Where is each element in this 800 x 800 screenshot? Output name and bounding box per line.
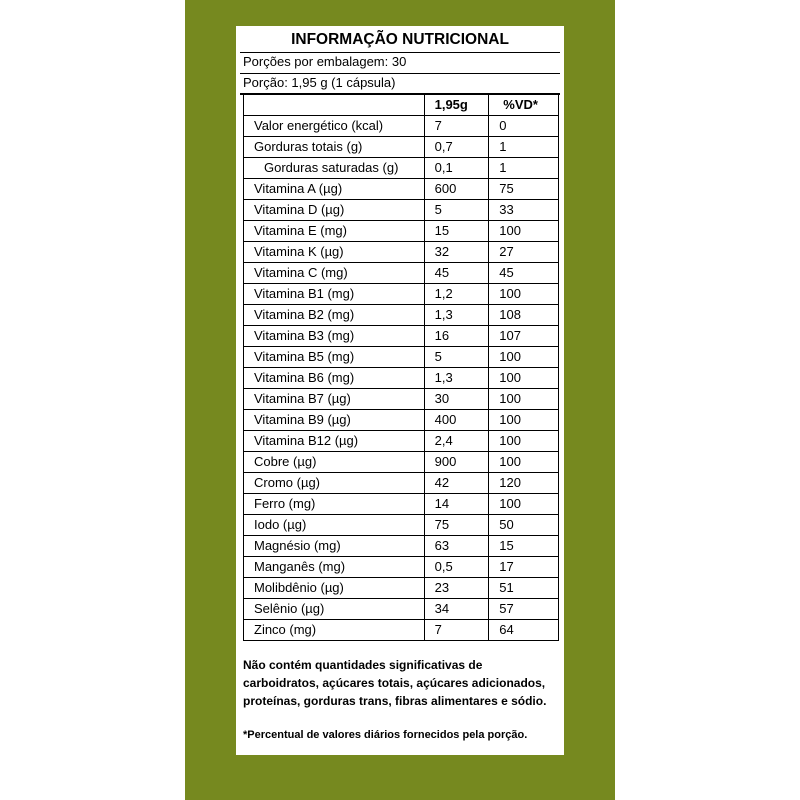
nutrient-name: Cromo (µg) (244, 473, 425, 494)
nutrient-daily-value: 100 (489, 389, 559, 410)
table-row (244, 305, 559, 326)
nutrient-amount: 2,4 (424, 431, 489, 452)
nutrient-name: Vitamina B12 (µg) (244, 431, 425, 452)
table-row (244, 599, 559, 620)
nutrient-amount: 23 (424, 578, 489, 599)
nutrient-amount: 400 (424, 410, 489, 431)
table-row (244, 389, 559, 410)
table-row (244, 158, 559, 179)
nutrient-name: Vitamina B1 (mg) (244, 284, 425, 305)
nutrient-daily-value: 57 (489, 599, 559, 620)
nutrient-name: Gorduras saturadas (g) (244, 158, 425, 179)
nutrition-label (236, 26, 564, 755)
table-row (244, 473, 559, 494)
nutrient-amount: 30 (424, 389, 489, 410)
table-row (244, 620, 559, 641)
nutrient-daily-value: 100 (489, 410, 559, 431)
nutrient-name: Valor energético (kcal) (244, 116, 425, 137)
table-row (244, 200, 559, 221)
nutrient-amount: 75 (424, 515, 489, 536)
nutrient-name: Vitamina B5 (mg) (244, 347, 425, 368)
nutrient-daily-value: 50 (489, 515, 559, 536)
nutrient-amount: 900 (424, 452, 489, 473)
nutrient-name: Zinco (mg) (244, 620, 425, 641)
nutrient-amount: 45 (424, 263, 489, 284)
table-row (244, 116, 559, 137)
nutrient-amount: 0,1 (424, 158, 489, 179)
nutrient-daily-value: 120 (489, 473, 559, 494)
nutrient-name: Vitamina B7 (µg) (244, 389, 425, 410)
nutrient-daily-value: 100 (489, 431, 559, 452)
table-row (244, 410, 559, 431)
nutrient-daily-value: 17 (489, 557, 559, 578)
column-header-nutrient (244, 95, 425, 116)
table-row (244, 431, 559, 452)
nutrient-daily-value: 51 (489, 578, 559, 599)
nutrient-name: Magnésio (mg) (244, 536, 425, 557)
nutrient-name: Vitamina A (µg) (244, 179, 425, 200)
table-row (244, 179, 559, 200)
nutrient-amount: 14 (424, 494, 489, 515)
table-row (244, 221, 559, 242)
label-title: INFORMAÇÃO NUTRICIONAL (291, 31, 509, 48)
serving-size: Porção: 1,95 g (1 cápsula) (243, 75, 396, 90)
nutrient-name: Vitamina B9 (µg) (244, 410, 425, 431)
nutrient-amount: 32 (424, 242, 489, 263)
nutrient-amount: 34 (424, 599, 489, 620)
nutrient-amount: 600 (424, 179, 489, 200)
nutrient-daily-value: 107 (489, 326, 559, 347)
nutrient-name: Selênio (µg) (244, 599, 425, 620)
nutrient-name: Vitamina C (mg) (244, 263, 425, 284)
nutrient-name: Molibdênio (µg) (244, 578, 425, 599)
nutrient-amount: 63 (424, 536, 489, 557)
nutrient-amount: 7 (424, 620, 489, 641)
nutrient-daily-value: 100 (489, 494, 559, 515)
table-row (244, 347, 559, 368)
table-row (244, 494, 559, 515)
nutrient-name: Vitamina B2 (mg) (244, 305, 425, 326)
nutrient-amount: 15 (424, 221, 489, 242)
nutrient-daily-value: 15 (489, 536, 559, 557)
nutrient-daily-value: 1 (489, 137, 559, 158)
nutrition-table (243, 94, 559, 641)
nutrient-amount: 7 (424, 116, 489, 137)
nutrient-daily-value: 75 (489, 179, 559, 200)
nutrient-daily-value: 0 (489, 116, 559, 137)
nutrient-daily-value: 100 (489, 347, 559, 368)
nutrient-amount: 1,2 (424, 284, 489, 305)
table-header-row (244, 95, 559, 116)
nutrient-daily-value: 27 (489, 242, 559, 263)
nutrition-disclaimer: Não contém quantidades significativas de carboidratos, açúcares totais, açúcares adicionados, proteínas, gorduras trans, fibras alimentares e sódio. (243, 658, 547, 708)
nutrient-daily-value: 100 (489, 452, 559, 473)
nutrient-amount: 5 (424, 200, 489, 221)
table-row (244, 368, 559, 389)
nutrient-name: Manganês (mg) (244, 557, 425, 578)
nutrient-daily-value: 100 (489, 368, 559, 389)
daily-value-footnote: *Percentual de valores diários fornecidos pela porção. (243, 729, 528, 741)
nutrient-amount: 0,7 (424, 137, 489, 158)
nutrient-daily-value: 45 (489, 263, 559, 284)
nutrient-name: Iodo (µg) (244, 515, 425, 536)
nutrient-daily-value: 100 (489, 284, 559, 305)
nutrient-name: Vitamina K (µg) (244, 242, 425, 263)
table-row (244, 242, 559, 263)
nutrient-amount: 16 (424, 326, 489, 347)
nutrient-name: Vitamina B3 (mg) (244, 326, 425, 347)
nutrient-daily-value: 64 (489, 620, 559, 641)
nutrient-amount: 1,3 (424, 305, 489, 326)
nutrient-daily-value: 108 (489, 305, 559, 326)
nutrient-amount: 42 (424, 473, 489, 494)
nutrient-name: Gorduras totais (g) (244, 137, 425, 158)
servings-per-package: Porções por embalagem: 30 (243, 54, 407, 69)
nutrient-daily-value: 1 (489, 158, 559, 179)
nutrient-name: Vitamina E (mg) (244, 221, 425, 242)
table-row (244, 578, 559, 599)
table-row (244, 515, 559, 536)
nutrient-daily-value: 33 (489, 200, 559, 221)
table-row (244, 326, 559, 347)
table-row (244, 557, 559, 578)
column-header-amount: 1,95g (424, 95, 489, 116)
nutrient-amount: 0,5 (424, 557, 489, 578)
nutrient-amount: 5 (424, 347, 489, 368)
table-row (244, 137, 559, 158)
table-row (244, 452, 559, 473)
table-row (244, 284, 559, 305)
nutrient-name: Ferro (mg) (244, 494, 425, 515)
nutrient-name: Cobre (µg) (244, 452, 425, 473)
nutrient-name: Vitamina D (µg) (244, 200, 425, 221)
nutrient-name: Vitamina B6 (mg) (244, 368, 425, 389)
table-row (244, 536, 559, 557)
nutrient-daily-value: 100 (489, 221, 559, 242)
nutrient-amount: 1,3 (424, 368, 489, 389)
column-header-daily-value: %VD* (489, 95, 559, 116)
table-row (244, 263, 559, 284)
